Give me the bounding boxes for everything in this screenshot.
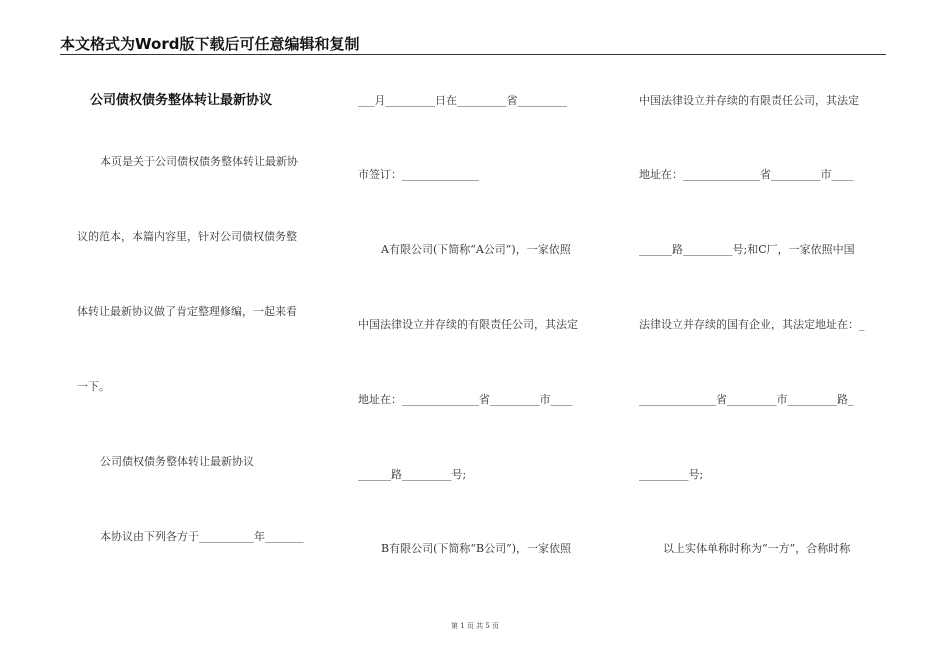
col3-line: 法律设立并存续的国有企业，其法定地址在：_ (639, 318, 865, 331)
col2-line: B有限公司(下简称“B公司”)，一家依照 (381, 542, 571, 555)
col2-line: ___月_________日在_________省_________ (358, 94, 567, 107)
col3-line: _________号; (639, 468, 704, 481)
col1-line: 公司债权债务整体转让最新协议 (100, 455, 254, 468)
col2-line: A有限公司(下简称“A公司”)，一家依照 (381, 243, 571, 256)
col3-line: 以上实体单称时称为“一方”，合称时称 (663, 542, 851, 555)
col2-line: ______路_________号; (358, 468, 467, 481)
col1-line: 本页是关于公司债权债务整体转让最新协 (100, 155, 298, 168)
col3-line: 地址在：______________省_________市____ (639, 168, 854, 181)
col3-line: 中国法律设立并存续的有限责任公司，其法定 (639, 94, 859, 107)
document-title: 公司债权债务整体转让最新协议 (90, 93, 273, 108)
col1-line: 本协议由下列各方于__________年_______ (100, 530, 304, 543)
col1-line: 一下。 (77, 380, 110, 393)
col1-line: 体转让最新协议做了肯定整理修编，一起来看 (77, 305, 297, 318)
header-text: 本文格式为Word版下载后可任意编辑和复制 (60, 35, 360, 53)
col3-line: ______________省_________市_________路_ (639, 393, 854, 406)
page-footer: 第 1 页 共 5 页 (450, 622, 500, 630)
col1-line: 议的范本，本篇内容里，针对公司债权债务整 (77, 230, 297, 243)
col2-line: 市签订：______________ (358, 168, 479, 181)
col3-line: ______路_________号;和C厂，一家依照中国 (639, 243, 855, 256)
col2-line: 地址在：______________省_________市____ (358, 393, 573, 406)
page-header (60, 34, 886, 55)
col2-line: 中国法律设立并存续的有限责任公司，其法定 (358, 318, 578, 331)
